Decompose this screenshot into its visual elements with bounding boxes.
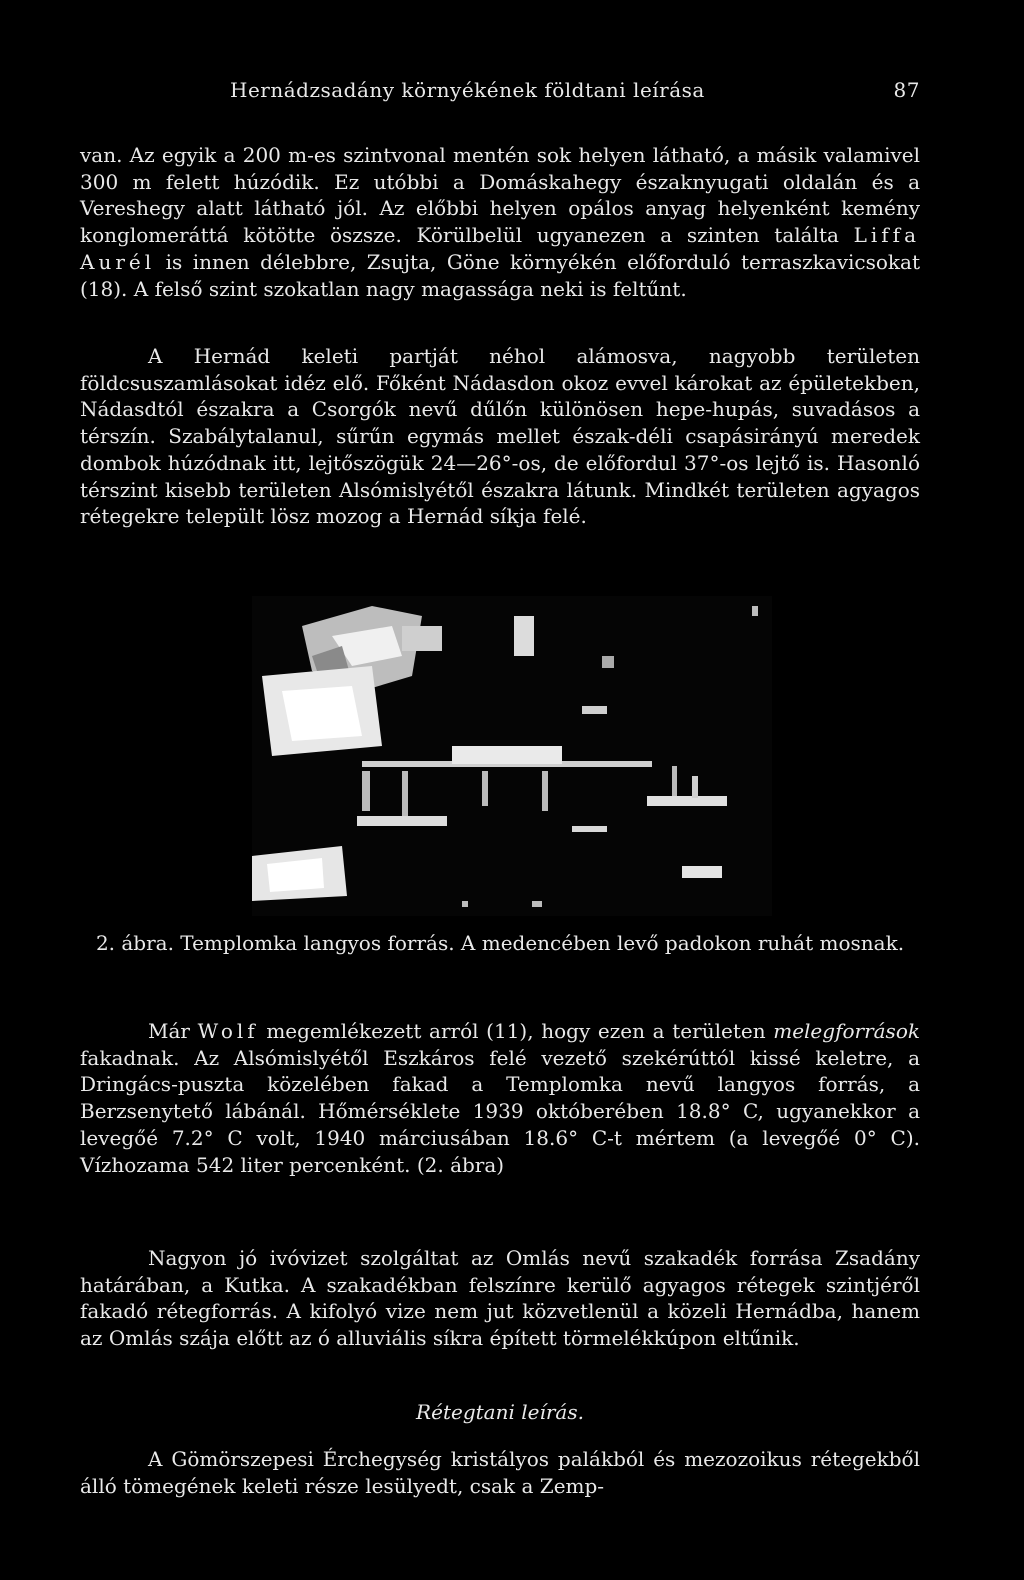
header-title: Hernádzsadány környékének földtani leírása [230, 78, 705, 102]
paragraph-stratigraphy: A Gömörszepesi Érchegység kristályos palákból és mezozoikus rétegekből álló tömegének keleti része lesülyedt, csak a Zemp- [80, 1447, 920, 1498]
paragraph-text: megemlékezett arról (11), hogy ezen a területen [258, 1019, 774, 1043]
author-name: Liffa Aurél [80, 223, 920, 274]
photo-image [252, 596, 772, 916]
paragraph-landslides: A Hernád keleti partját néhol alámosva, nagyobb területen földcsuszamlásokat idéz elő. Főként Nádasdon okoz evvel károkat az épületekben, Nádasdtól északra a Csorgók nevű dűlőn különösen hepe-hupás, suvadásos a térszín. Szabálytalanul, sűrűn egymás mellet észak-déli csapásirányú meredek dombok húzódnak itt, lejtőszögük 24—26°-os, de előfordul 37°-os lejtő is. Hasonló térszint kisebb területen Alsómislyétől északra látunk. Mindkét területen agyagos rétegekre települt lösz mozog a Hernád síkja felé. [80, 344, 920, 529]
paragraph-text: van. Az egyik a 200 m-es szintvonal mentén sok helyen látható, a másik valamivel 300 m felett húzódik. Ez utóbbi a Domáskahegy északnyugati oldalán és a Vereshegy alatt látható jól. Az előbbi helyen opálos anyag helyenként kemény konglomeráttá kötötte öszsze. Körülbelül ugyanezen a szinten találta [80, 143, 920, 248]
page-number: 87 [893, 78, 920, 102]
emphasis-term: melegforrások [773, 1019, 920, 1043]
figure-photo-templomka-spring [252, 596, 772, 916]
paragraph-warm-springs [80, 1018, 920, 1178]
author-name: Wolf [197, 1019, 259, 1043]
paragraph-omlas-spring: Nagyon jó ivóvizet szolgáltat az Omlás nevű szakadék forrása Zsadány határában, a Kutka. A szakadékban felszínre kerülő agyagos rétegek szintjéről fakadó rétegforrás. A kifolyó vize nem jut közvetlenül a közeli Hernádba, hanem az Omlás szája előtt az ó alluviális síkra épített törmelékkúpon eltűnik. [80, 1246, 920, 1351]
paragraph-text: Már [148, 1019, 198, 1043]
paragraph-terraces [80, 142, 920, 302]
running-header [80, 78, 920, 108]
section-heading: Rétegtani leírás. [416, 1400, 584, 1424]
figure-caption: 2. ábra. Templomka langyos forrás. A medencében levő padokon ruhát mosnak. [95, 931, 905, 955]
paragraph-text: is innen délebbre, Zsujta, Göne környékén előforduló terraszkavicsokat (18). A felső szint szokatlan nagy magassága neki is feltűnt. [80, 249, 920, 301]
paragraph-text: fakadnak. Az Alsómislyétől Eszkáros felé vezető szekérúttól kissé keletre, a Dringács-puszta közelében fakad a Templomka nevű langyos forrás, a Berzsenytető lábánál. Hőmérséklete 1939 októberében 18.8° C, ugyanekkor a levegőé 7.2° C volt, 1940 márciusában 18.6° C-t mértem (a levegőé 0° C). Vízhozama 542 liter percenként. (2. ábra) [80, 1045, 920, 1177]
